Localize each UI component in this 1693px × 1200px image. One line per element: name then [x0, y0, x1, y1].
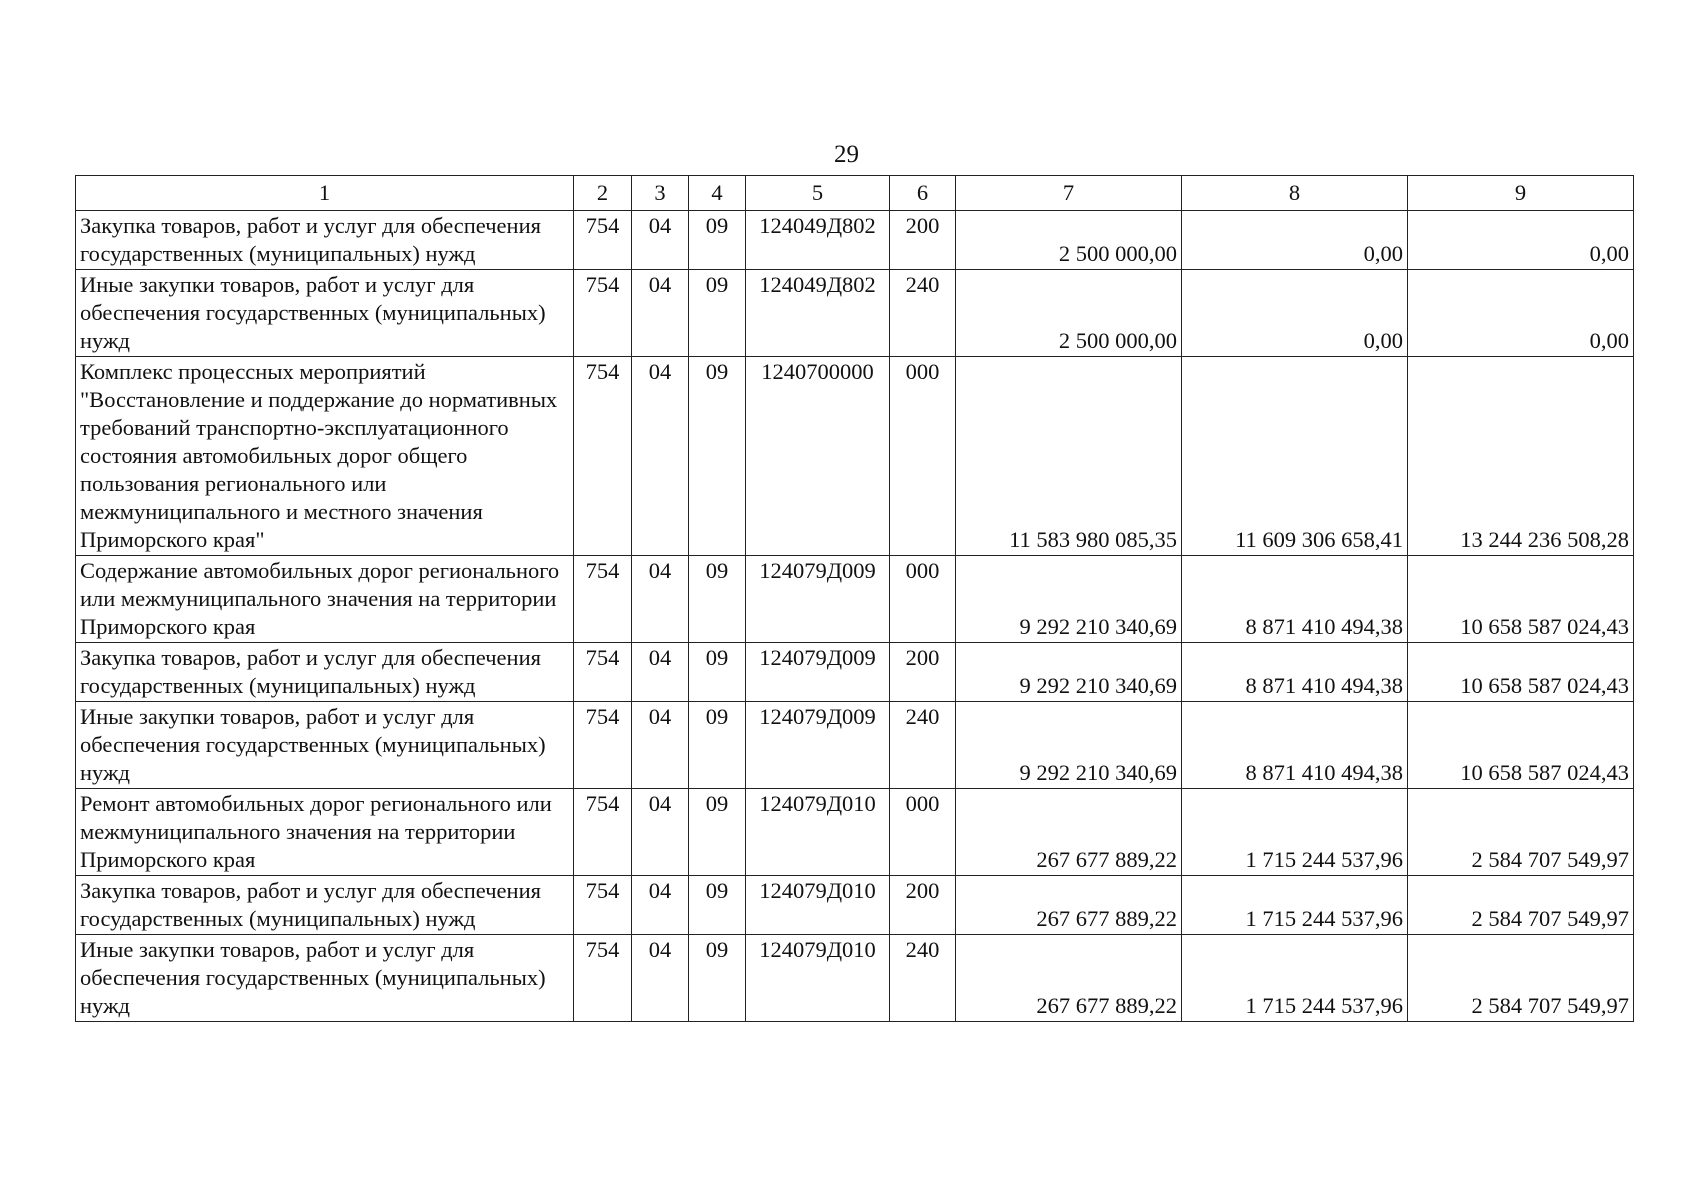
- table-row: [76, 935, 1634, 1022]
- expense-type-cell: 000: [890, 357, 956, 556]
- target-code-cell: 124079Д009: [746, 643, 890, 702]
- amount-col7-cell: 9 292 210 340,69: [956, 556, 1182, 643]
- admin-code-cell: 754: [574, 935, 632, 1022]
- admin-code-cell: 754: [574, 357, 632, 556]
- section-code-cell: 04: [632, 357, 689, 556]
- header-row: [76, 176, 1634, 211]
- section-code-cell: 04: [632, 702, 689, 789]
- table-row: [76, 270, 1634, 357]
- table-body: [76, 176, 1634, 1022]
- amount-col8-cell: 8 871 410 494,38: [1182, 643, 1408, 702]
- amount-col7-cell: 267 677 889,22: [956, 876, 1182, 935]
- header-cell: 3: [632, 176, 689, 211]
- amount-col9-cell: 10 658 587 024,43: [1408, 702, 1634, 789]
- admin-code-cell: 754: [574, 211, 632, 270]
- table-row: [76, 357, 1634, 556]
- item-name-cell: Закупка товаров, работ и услуг для обеспечения государственных (муниципальных) нужд: [76, 643, 574, 702]
- header-cell: 5: [746, 176, 890, 211]
- target-code-cell: 124049Д802: [746, 211, 890, 270]
- target-code-cell: 124079Д010: [746, 789, 890, 876]
- admin-code-cell: 754: [574, 643, 632, 702]
- amount-col8-cell: 0,00: [1182, 211, 1408, 270]
- section-code-cell: 04: [632, 643, 689, 702]
- amount-col8-cell: 1 715 244 537,96: [1182, 935, 1408, 1022]
- item-name-cell: Содержание автомобильных дорог регионального или межмуниципального значения на территории Приморского края: [76, 556, 574, 643]
- expense-type-cell: 000: [890, 556, 956, 643]
- amount-col9-cell: 0,00: [1408, 270, 1634, 357]
- amount-col7-cell: 9 292 210 340,69: [956, 702, 1182, 789]
- amount-col9-cell: 2 584 707 549,97: [1408, 876, 1634, 935]
- header-cell: 6: [890, 176, 956, 211]
- item-name-cell: Комплекс процессных мероприятий "Восстановление и поддержание до нормативных требований транспортно-эксплуатационного состояния автомобильных дорог общего пользования регионального или межмуниципального и местного значения Приморского края": [76, 357, 574, 556]
- amount-col9-cell: 2 584 707 549,97: [1408, 935, 1634, 1022]
- item-name-cell: Закупка товаров, работ и услуг для обеспечения государственных (муниципальных) нужд: [76, 211, 574, 270]
- amount-col8-cell: 8 871 410 494,38: [1182, 556, 1408, 643]
- admin-code-cell: 754: [574, 876, 632, 935]
- amount-col9-cell: 0,00: [1408, 211, 1634, 270]
- header-cell: 1: [76, 176, 574, 211]
- section-code-cell: 04: [632, 556, 689, 643]
- subsection-code-cell: 09: [689, 357, 746, 556]
- item-name-cell: Иные закупки товаров, работ и услуг для обеспечения государственных (муниципальных) нужд: [76, 702, 574, 789]
- target-code-cell: 124079Д010: [746, 876, 890, 935]
- expense-type-cell: 240: [890, 935, 956, 1022]
- admin-code-cell: 754: [574, 702, 632, 789]
- table-row: [76, 556, 1634, 643]
- amount-col8-cell: 0,00: [1182, 270, 1408, 357]
- table-row: [76, 211, 1634, 270]
- amount-col8-cell: 11 609 306 658,41: [1182, 357, 1408, 556]
- subsection-code-cell: 09: [689, 270, 746, 357]
- admin-code-cell: 754: [574, 270, 632, 357]
- header-cell: 4: [689, 176, 746, 211]
- subsection-code-cell: 09: [689, 643, 746, 702]
- item-name-cell: Иные закупки товаров, работ и услуг для обеспечения государственных (муниципальных) нужд: [76, 935, 574, 1022]
- target-code-cell: 124049Д802: [746, 270, 890, 357]
- table-row: [76, 702, 1634, 789]
- subsection-code-cell: 09: [689, 789, 746, 876]
- subsection-code-cell: 09: [689, 935, 746, 1022]
- amount-col7-cell: 267 677 889,22: [956, 935, 1182, 1022]
- section-code-cell: 04: [632, 876, 689, 935]
- header-cell: 2: [574, 176, 632, 211]
- amount-col7-cell: 267 677 889,22: [956, 789, 1182, 876]
- table-row: [76, 876, 1634, 935]
- section-code-cell: 04: [632, 270, 689, 357]
- target-code-cell: 124079Д010: [746, 935, 890, 1022]
- page-number: 29: [834, 141, 859, 168]
- amount-col9-cell: 2 584 707 549,97: [1408, 789, 1634, 876]
- header-cell: 9: [1408, 176, 1634, 211]
- section-code-cell: 04: [632, 935, 689, 1022]
- table-row: [76, 789, 1634, 876]
- subsection-code-cell: 09: [689, 211, 746, 270]
- amount-col8-cell: 1 715 244 537,96: [1182, 789, 1408, 876]
- amount-col7-cell: 2 500 000,00: [956, 270, 1182, 357]
- section-code-cell: 04: [632, 789, 689, 876]
- admin-code-cell: 754: [574, 789, 632, 876]
- amount-col9-cell: 10 658 587 024,43: [1408, 643, 1634, 702]
- expense-type-cell: 240: [890, 702, 956, 789]
- subsection-code-cell: 09: [689, 876, 746, 935]
- expense-type-cell: 240: [890, 270, 956, 357]
- expense-type-cell: 200: [890, 876, 956, 935]
- target-code-cell: 124079Д009: [746, 702, 890, 789]
- amount-col9-cell: 13 244 236 508,28: [1408, 357, 1634, 556]
- item-name-cell: Закупка товаров, работ и услуг для обеспечения государственных (муниципальных) нужд: [76, 876, 574, 935]
- amount-col7-cell: 11 583 980 085,35: [956, 357, 1182, 556]
- section-code-cell: 04: [632, 211, 689, 270]
- header-cell: 8: [1182, 176, 1408, 211]
- amount-col7-cell: 9 292 210 340,69: [956, 643, 1182, 702]
- subsection-code-cell: 09: [689, 702, 746, 789]
- amount-col9-cell: 10 658 587 024,43: [1408, 556, 1634, 643]
- expense-type-cell: 200: [890, 211, 956, 270]
- table-row: [76, 643, 1634, 702]
- budget-table: [75, 175, 1634, 1022]
- target-code-cell: 1240700000: [746, 357, 890, 556]
- target-code-cell: 124079Д009: [746, 556, 890, 643]
- admin-code-cell: 754: [574, 556, 632, 643]
- amount-col8-cell: 1 715 244 537,96: [1182, 876, 1408, 935]
- item-name-cell: Иные закупки товаров, работ и услуг для обеспечения государственных (муниципальных) нужд: [76, 270, 574, 357]
- header-cell: 7: [956, 176, 1182, 211]
- expense-type-cell: 000: [890, 789, 956, 876]
- amount-col7-cell: 2 500 000,00: [956, 211, 1182, 270]
- subsection-code-cell: 09: [689, 556, 746, 643]
- amount-col8-cell: 8 871 410 494,38: [1182, 702, 1408, 789]
- expense-type-cell: 200: [890, 643, 956, 702]
- item-name-cell: Ремонт автомобильных дорог регионального или межмуниципального значения на территории Приморского края: [76, 789, 574, 876]
